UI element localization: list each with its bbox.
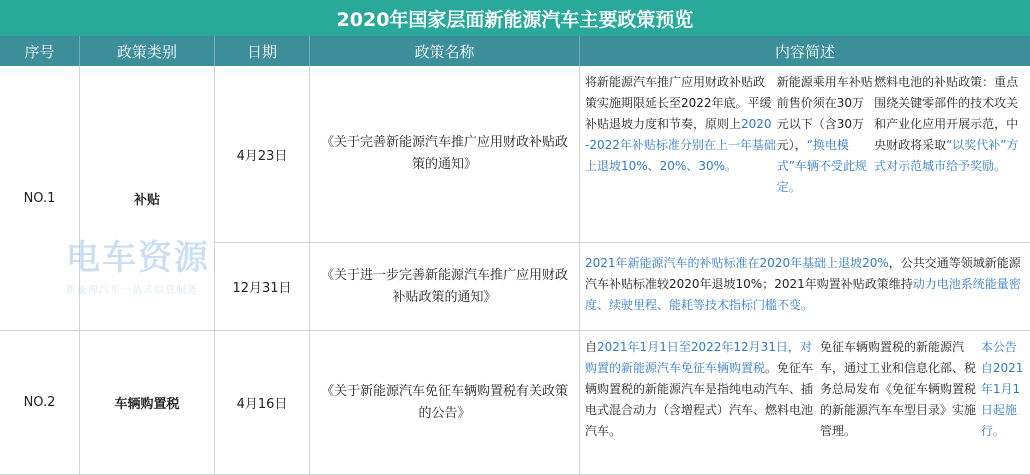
summary-text: 免征车辆购置税的新能源汽车，通过工业和信息化部、税务总局发布《免征车辆购置税的新能源汽车车型目录》实施管理。 — [820, 340, 977, 438]
header-date: 日期 — [215, 36, 310, 66]
summary-text: 新能源乘用车补贴前售价须在30万元以下（含30万元）， — [776, 75, 873, 152]
summary-text: 将新能源汽车推广应用财政补贴政策实施期限延长至2022年底。平缓补贴退坡力度和节奏，原则上 — [585, 75, 772, 131]
row-no: NO.2 — [0, 331, 80, 475]
policy-summary — [580, 243, 1030, 331]
header-category: 政策类别 — [80, 36, 215, 66]
summary-text: 自 — [585, 340, 598, 354]
summary-highlight: “以奖代补”方式对示范城市给予奖励。 — [874, 138, 1019, 173]
policy-summary — [580, 66, 1030, 243]
summary-highlight: 2021年新能源汽车的补贴标准在2020年基础上退坡20% — [585, 256, 889, 270]
row-no: NO.1 — [0, 66, 80, 331]
summary-highlight: 本公告自2021年1月1日起施行。 — [980, 340, 1024, 438]
policy-name: 《关于新能源汽车免征车辆购置税有关政策的公告》 — [310, 331, 580, 475]
summary-highlight: “换电模式”车辆不受此规定。 — [776, 138, 867, 194]
summary-text: 燃料电池的补贴政策：重点围绕关键零部件的技术攻关和产业化应用开展示范，中央财政将采取 — [874, 75, 1019, 152]
policy-name: 《关于完善新能源汽车推广应用财政补贴政策的通知》 — [310, 66, 580, 243]
summary-text: 。免征车辆购置税的新能源汽车是指纯电动汽车、插电式混合动力（含增程式）汽车、燃料电池汽车。 — [585, 361, 814, 438]
policy-name: 《关于进一步完善新能源汽车推广应用财政补贴政策的通知》 — [310, 243, 580, 331]
policy-summary — [580, 331, 1030, 475]
summary-highlight: 动力电池系统能量密度、续驶里程、能耗等技术指标门槛不变。 — [585, 277, 1021, 312]
summary-text: ，公共交通等领域新能源汽车补贴标准较2020年退坡10%；2021年购置补贴政策维持 — [585, 256, 1021, 291]
watermark-logo-text: 电车资源 — [66, 238, 210, 278]
header-policy-name: 政策名称 — [310, 36, 580, 66]
summary-highlight: 2020 -2022年补贴标准分别在上一年基础上退坡10%、20%、30%。 — [585, 117, 776, 173]
summary-highlight: 2021年1月1日至2022年12月31日，对购置的新能源汽车免征车辆购置税 — [585, 340, 812, 375]
header-no: 序号 — [0, 36, 80, 66]
header-summary: 内容简述 — [580, 36, 1030, 66]
policy-date: 4月16日 — [215, 331, 310, 475]
watermark-subtitle: 新能源汽车一站式信息服务 — [66, 285, 198, 296]
row-category: 补贴 — [80, 66, 215, 331]
policy-date: 12月31日 — [215, 243, 310, 331]
table-title: 2020年国家层面新能源汽车主要政策预览 — [0, 0, 1030, 36]
row-category: 车辆购置税 — [80, 331, 215, 475]
policy-date: 4月23日 — [215, 66, 310, 243]
